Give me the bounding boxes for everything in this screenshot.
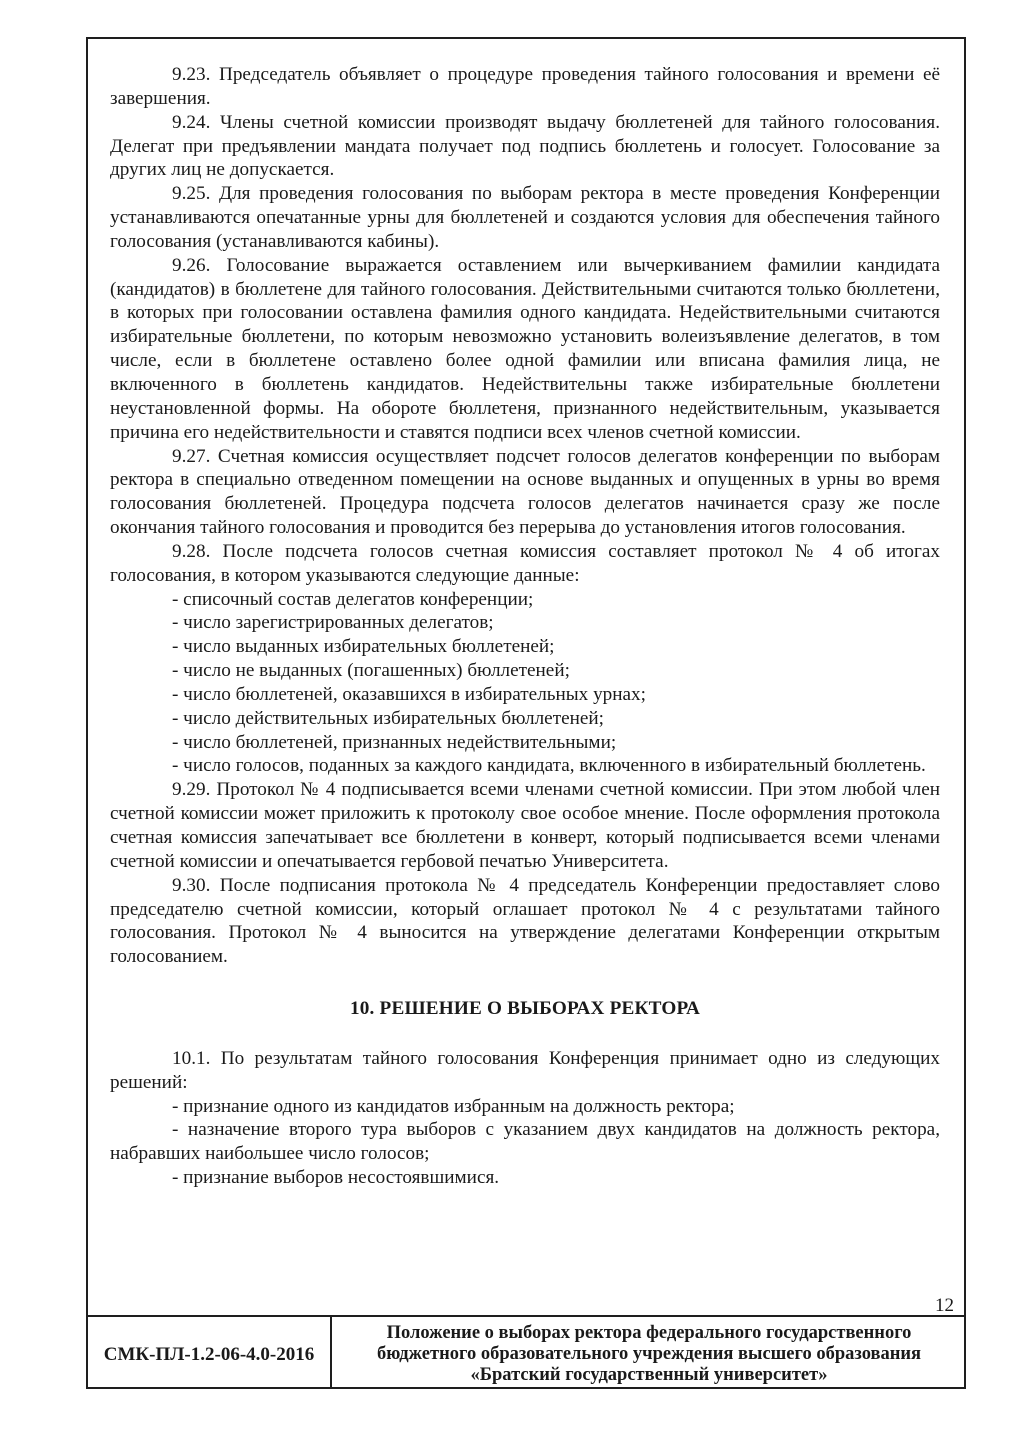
list-item: - списочный состав делегатов конференции; <box>172 588 534 610</box>
paragraph: 9.26. Голосование выражается оставлением или вычеркиванием фамилии кандидата (кандидатов) в бюллетене для тайного голосования. Действительными считаются только бюллетени, в которых при голосовании оставлена фамилия одного кандидата. Недействительными считаются избирательные бюллетени, по которым невозможно установить волеизъявление делегатов, в том числе, если в бюллетене оставлено более одной фамилии или вписана фамилия лица, не включенного в бюллетень кандидатов. Недействительны также избирательные бюллетени неустановленной формы. На обороте бюллетеня, признанного недействительным, указывается причина его недействительности и ставятся подписи всех членов счетной комиссии. <box>110 254 940 443</box>
list-item: - число голосов, поданных за каждого кандидата, включенного в избирательный бюллетень. <box>172 755 926 777</box>
document-code: СМК-ПЛ-1.2-06-4.0-2016 <box>88 1317 332 1387</box>
list-item: - признание одного из кандидатов избранным на должность ректора; <box>172 1095 735 1117</box>
list-item: - число не выданных (погашенных) бюллетеней; <box>172 660 570 682</box>
paragraph: 10.1. По результатам тайного голосования Конференция принимает одно из следующих решений: <box>110 1047 940 1093</box>
document-title-line: «Братский государственный университет» <box>470 1365 828 1385</box>
paragraph: 9.30. После подписания протокола № 4 председатель Конференции предоставляет слово председателю счетной комиссии, который оглашает протокол № 4 с результатами тайного голосования. Протокол № 4 выносится на утверждение делегатами Конференции открытым голосованием. <box>110 874 940 968</box>
paragraph: 9.24. Члены счетной комиссии производят выдачу бюллетеней для тайного голосования. Делегат при предъявлении мандата получает под подпись бюллетень и голосует. Голосование за других лиц не допускается. <box>110 111 940 181</box>
document-title-line: Положение о выборах ректора федерального государственного <box>386 1323 912 1343</box>
paragraph: - назначение второго тура выборов с указанием двух кандидатов на должность ректора, набравших наибольшее число голосов; <box>110 1119 940 1165</box>
document-title <box>332 1317 964 1387</box>
paragraph: 9.25. Для проведения голосования по выборам ректора в месте проведения Конференции устанавливаются опечатанные урны для бюллетеней и создаются условия для обеспечения тайного голосования (устанавливаются кабины). <box>110 183 940 252</box>
list-item: - число зарегистрированных делегатов; <box>172 612 494 634</box>
paragraph: 9.27. Счетная комиссия осуществляет подсчет голосов делегатов конференции по выборам ректора в специально отведенном помещении на основе выданных и опущенных в урны во время голосования бюллетеней. Процедура подсчета голосов делегатов начинается сразу же после окончания тайного голосования и проводится без перерыва до установления итогов голосования. <box>110 445 940 539</box>
paragraph: 9.23. Председатель объявляет о процедуре проведения тайного голосования и времени её завершения. <box>110 64 940 109</box>
list-item: - признание выборов несостоявшимися. <box>172 1167 500 1189</box>
document-body <box>110 63 940 1190</box>
list-item: - число выданных избирательных бюллетеней; <box>172 636 555 658</box>
page-frame <box>86 37 966 1389</box>
page-number: 12 <box>935 1295 954 1316</box>
list-item: - число действительных избирательных бюллетеней; <box>172 707 604 729</box>
paragraph: 9.28. После подсчета голосов счетная комиссия составляет протокол № 4 об итогах голосования, в котором указываются следующие данные: <box>110 540 940 586</box>
paragraph: 9.29. Протокол № 4 подписывается всеми членами счетной комиссии. При этом любой член счетной комиссии может приложить к протоколу свое особое мнение. После оформления протокола счетная комиссия запечатывает все бюллетени в конверт, который подписывается всеми членами счетной комиссии и опечатывается гербовой печатью Университета. <box>110 779 940 872</box>
section-title: 10. РЕШЕНИЕ О ВЫБОРАХ РЕКТОРА <box>349 998 701 1020</box>
section-9-paragraphs <box>110 63 940 969</box>
list-item: - число бюллетеней, признанных недействительными; <box>172 731 617 753</box>
document-title-line: бюджетного образовательного учреждения высшего образования <box>376 1344 922 1364</box>
section-10-paragraphs <box>110 1047 940 1190</box>
document-footer <box>88 1315 964 1387</box>
list-item: - число бюллетеней, оказавшихся в избирательных урнах; <box>172 683 646 705</box>
